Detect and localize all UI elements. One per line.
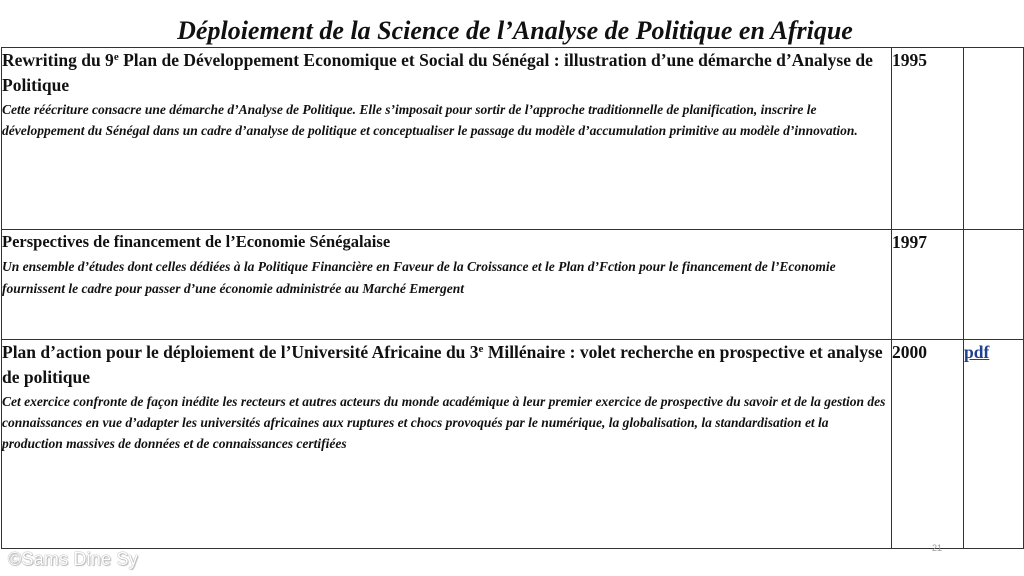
entry-heading-text: Plan d’action pour le déploiement de l’Université Africaine du 3 bbox=[2, 342, 479, 362]
publications-table bbox=[1, 47, 1024, 549]
table-row bbox=[2, 48, 1024, 230]
entry-year: 1995 bbox=[892, 48, 964, 230]
copyright-watermark: ©Sams Dine Sy bbox=[8, 549, 138, 569]
entry-description: Cet exercice confronte de façon inédite les recteurs et autres acteurs du monde académique à leur premier exercice de prospective du savoir et de la gestion des connaissances en vue d’adapter les universités africaines aux ruptures et chocs provoqués par le numérique, la globalisation, la standardisation et la production massives de données et de connaissances certifiées bbox=[2, 394, 886, 451]
entry-heading-text: Millénaire : volet recherche en prospective et analyse de politique bbox=[2, 342, 883, 387]
entry-link-cell bbox=[964, 230, 1024, 340]
entry-heading-text: Rewriting du 9 bbox=[2, 50, 114, 70]
entry-heading: Perspectives de financement de l’Economie Sénégalaise bbox=[2, 232, 391, 251]
entry-cell bbox=[2, 340, 892, 549]
entry-description: Cette réécriture consacre une démarche d’Analyse de Politique. Elle s’imposait pour sortir de l’approche traditionnelle de planification, inscrire le développement du Sénégal dans un cadre d’analyse de politique et conceptualiser le passage du modèle d’accumulation primitive au modèle d’innovation. bbox=[2, 102, 858, 138]
table-row bbox=[2, 230, 1024, 340]
entry-cell bbox=[2, 48, 892, 230]
entry-heading-text: Plan de Développement Economique et Social du Sénégal : illustration d’une démarche d’Analyse de Politique bbox=[2, 50, 873, 95]
table-row bbox=[2, 340, 1024, 549]
entry-heading bbox=[2, 340, 891, 390]
slide-title: Déploiement de la Science de l’Analyse de Politique en Afrique bbox=[177, 16, 853, 45]
entry-heading bbox=[2, 48, 891, 98]
pdf-link[interactable]: pdf bbox=[964, 342, 990, 362]
ordinal-superscript: e bbox=[113, 51, 119, 63]
entry-link-cell bbox=[964, 48, 1024, 230]
ordinal-superscript: e bbox=[478, 343, 484, 355]
entry-cell bbox=[2, 230, 892, 340]
slide-number: 21 bbox=[932, 543, 943, 553]
entry-year: 1997 bbox=[892, 230, 964, 340]
entry-description: Un ensemble d’études dont celles dédiées à la Politique Financière en Faveur de la Croissance et le Plan d’Fction pour le financement de l’Economie fournissent le cadre pour passer d’une économie administrée au Marché Emergent bbox=[2, 259, 836, 296]
entry-link-cell bbox=[964, 340, 1024, 549]
entry-year: 2000 bbox=[892, 340, 964, 549]
